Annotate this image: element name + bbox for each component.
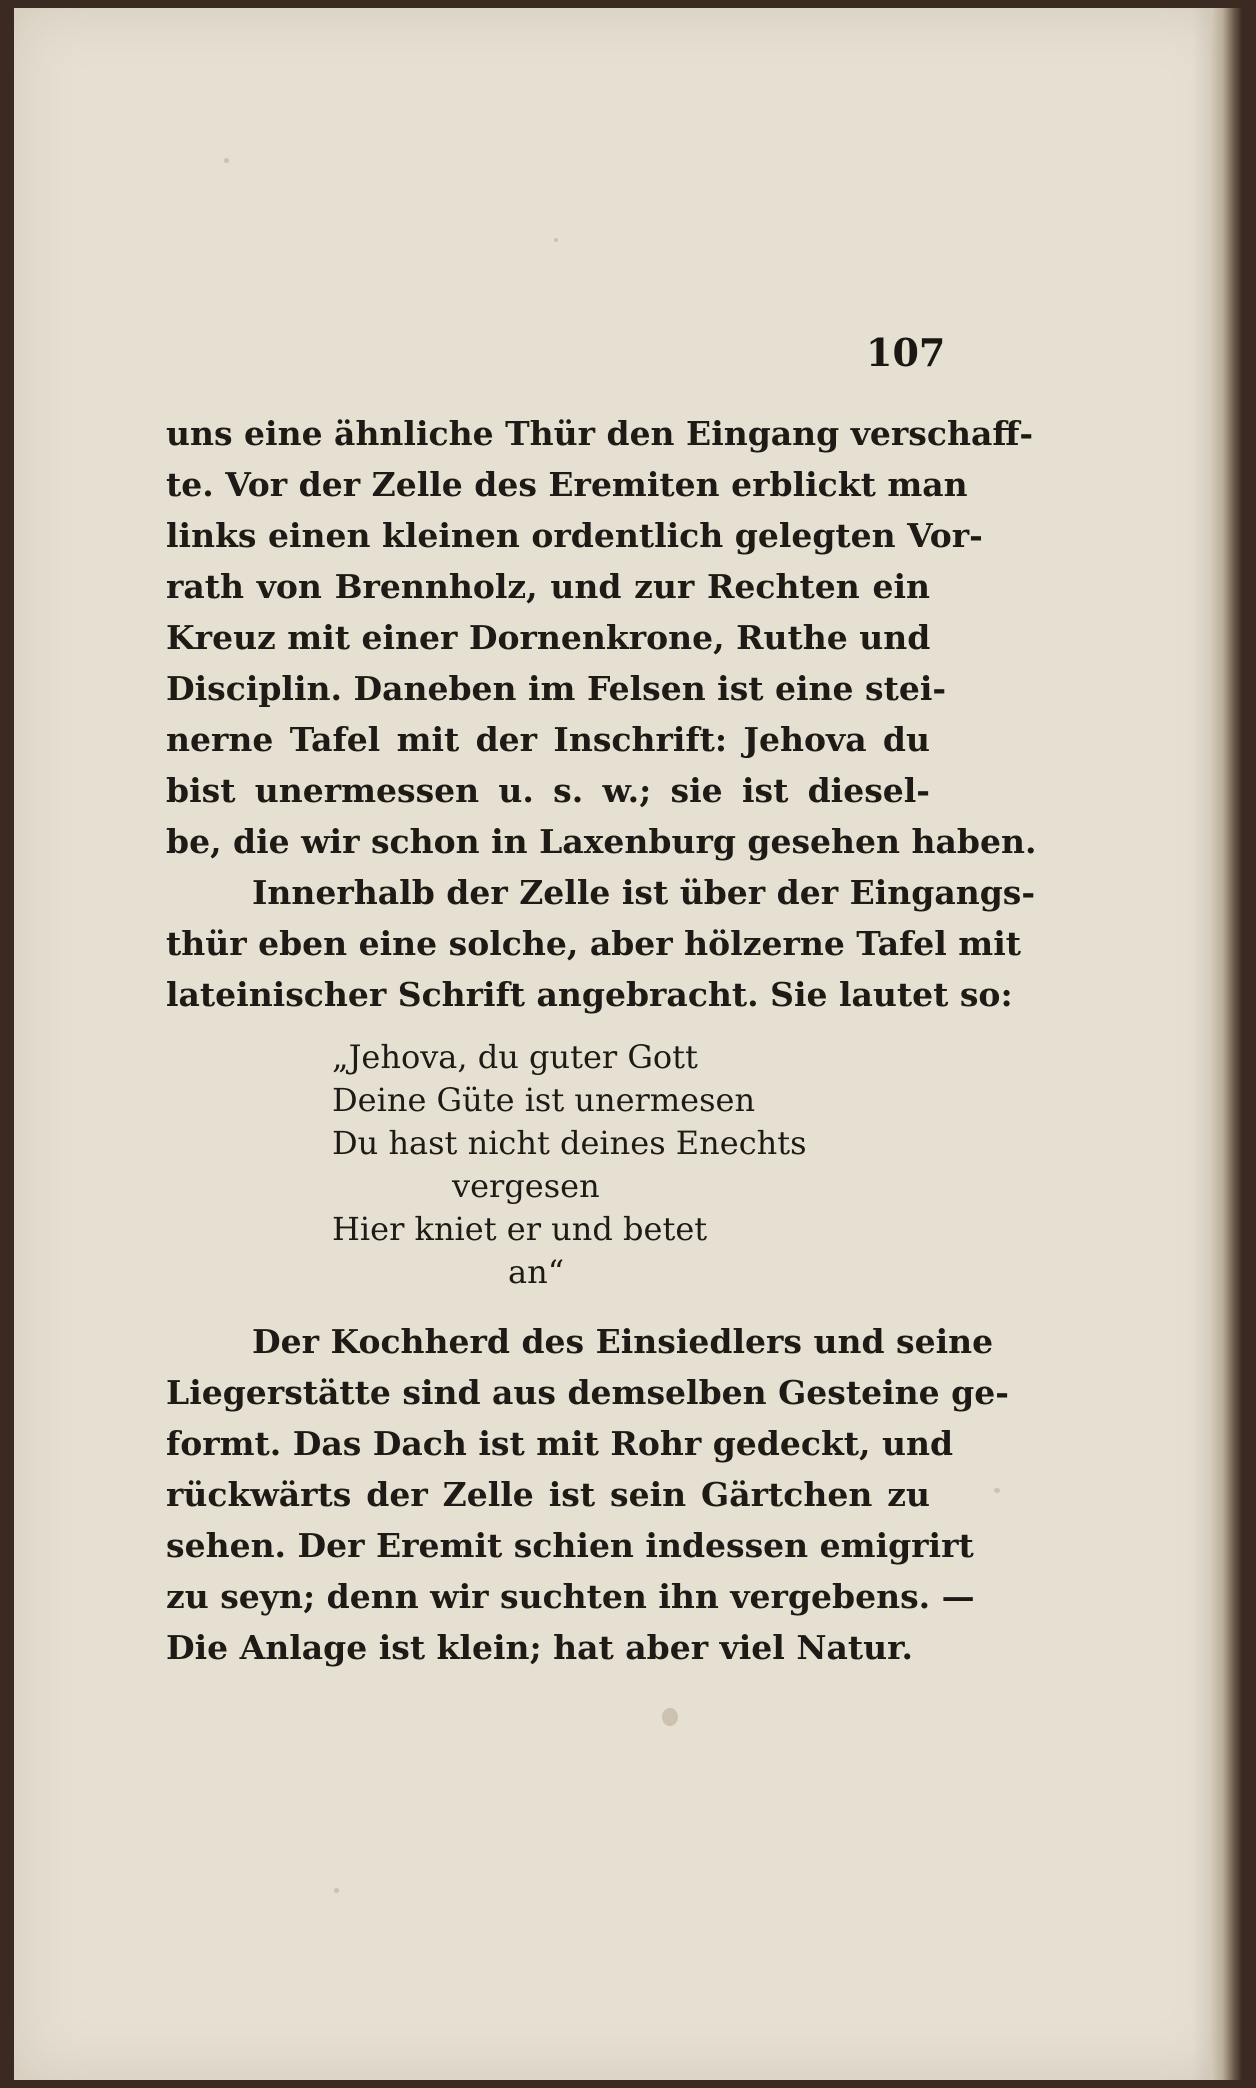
text-line: te. Vor der Zelle des Eremiten erblickt man	[166, 465, 968, 504]
verse-line: vergesen	[452, 1167, 600, 1205]
paper-speck	[224, 158, 229, 163]
text-line: Innerhalb der Zelle ist über der Eingangs-	[252, 873, 1036, 912]
text-line: rath von Brennholz, und zur Rechten ein	[166, 567, 930, 606]
verse-line: „Jehova, du guter Gott	[332, 1038, 698, 1076]
page-number: 107	[866, 330, 946, 375]
paragraph-2	[166, 867, 1036, 1020]
book-page-stack-edge	[1210, 8, 1242, 2080]
paragraph-1	[166, 408, 1037, 867]
text-line: thür eben eine solche, aber hölzerne Tafel mit	[166, 924, 1022, 963]
text-line: be, die wir schon in Laxenburg gesehen haben.	[166, 822, 1037, 861]
verse-line: Hier kniet er und betet	[332, 1210, 708, 1248]
text-line: zu seyn; denn wir suchten ihn vergebens. —	[166, 1577, 975, 1616]
text-line: rückwärts der Zelle ist sein Gärtchen zu	[166, 1475, 930, 1514]
text-line: Die Anlage ist klein; hat aber viel Natur.	[166, 1628, 913, 1667]
text-line: links einen kleinen ordentlich gelegten Vor-	[166, 516, 983, 555]
text-line: Kreuz mit einer Dornenkrone, Ruthe und	[166, 618, 931, 657]
paper-speck	[994, 1488, 1000, 1493]
text-line: bist unermessen u. s. w.; sie ist diesel-	[166, 771, 930, 810]
text-line: sehen. Der Eremit schien indessen emigrirt	[166, 1526, 974, 1565]
text-line: Der Kochherd des Einsiedlers und seine	[252, 1322, 994, 1361]
text-line: formt. Das Dach ist mit Rohr gedeckt, und	[166, 1424, 954, 1463]
verse-line: Deine Güte ist unermesen	[332, 1081, 756, 1119]
paragraph-3	[166, 1316, 1009, 1673]
page-body	[166, 408, 1037, 1673]
text-line: nerne Tafel mit der Inschrift: Jehova du	[166, 720, 930, 759]
text-line: lateinischer Schrift angebracht. Sie lautet so:	[166, 975, 1013, 1014]
inscription-verse	[332, 1036, 930, 1294]
verse-line: an“	[508, 1253, 565, 1291]
paper-speck	[334, 1888, 339, 1893]
book-page	[14, 8, 1232, 2080]
text-line: uns eine ähnliche Thür den Eingang verschaff-	[166, 414, 1034, 453]
text-line: Disciplin. Daneben im Felsen ist eine stei-	[166, 669, 947, 708]
paper-stain	[662, 1708, 678, 1726]
text-line: Liegerstätte sind aus demselben Gesteine ge-	[166, 1373, 1009, 1412]
verse-line: Du hast nicht deines Enechts	[332, 1124, 807, 1162]
paper-speck	[554, 238, 558, 242]
